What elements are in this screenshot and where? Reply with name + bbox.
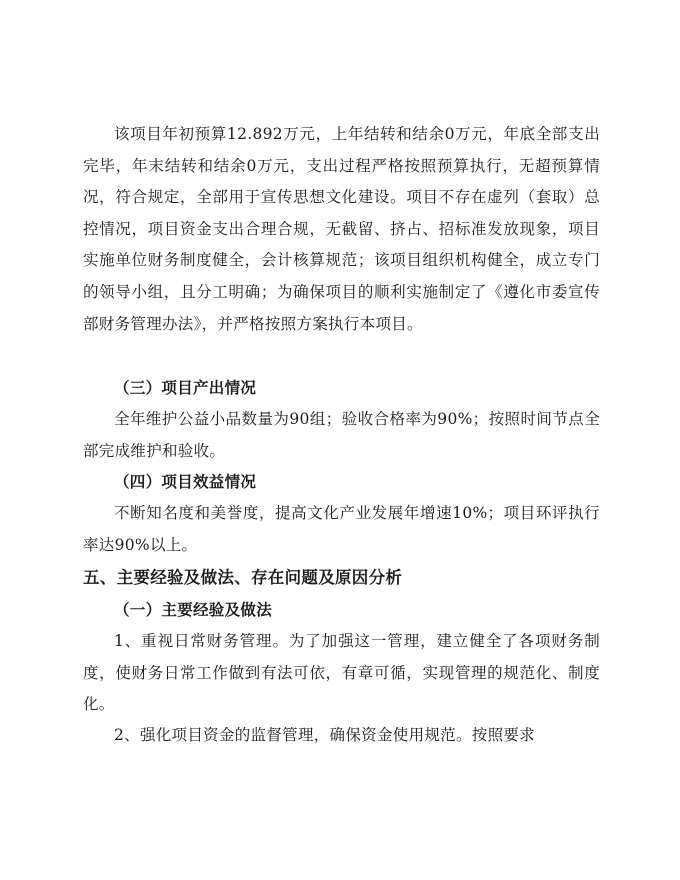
section-heading: 五、主要经验及做法、存在问题及原因分析 — [83, 568, 403, 587]
experience-item-2: 2、强化项目资金的监督管理，确保资金使用规范。按照要求 — [114, 726, 535, 744]
project-output-paragraph: 全年维护公益小品数量为90组；验收合格率为90%；按照时间节点全部完成维护和验收。 — [83, 410, 600, 460]
project-benefit-heading: （四）项目效益情况 — [114, 472, 257, 491]
budget-paragraph: 该项目年初预算12.892万元，上年结转和结余0万元，年底全部支出完毕，年末结转和结余0万元，支出过程严格按照预算执行，无超预算情况，符合规定，全部用于宣传思想文化建设。项目不存在虚列（套取）总控情况，项目资金支出合理合规，无截留、挤占、招标准发放现象，项目实施单位财务制度健全，会计核算规范；该项目组织机构健全，成立专门的领导小组，且分工明确；为确保项目的顺利实施制定了《遵化市委宣传部财务管理办法》，并严格按照方案执行本项目。 — [83, 125, 600, 333]
experience-subheading: （一）主要经验及做法 — [114, 600, 273, 619]
project-benefit-paragraph: 不断知名度和美誉度，提高文化产业发展年增速10%；项目环评执行率达90%以上。 — [83, 504, 600, 554]
experience-item-1: 1、重视日常财务管理。为了加强这一管理，建立健全了各项财务制度，使财务日常工作做到有法可依，有章可循，实现管理的规范化、制度化。 — [83, 632, 600, 714]
project-output-heading: （三）项目产出情况 — [114, 378, 257, 397]
